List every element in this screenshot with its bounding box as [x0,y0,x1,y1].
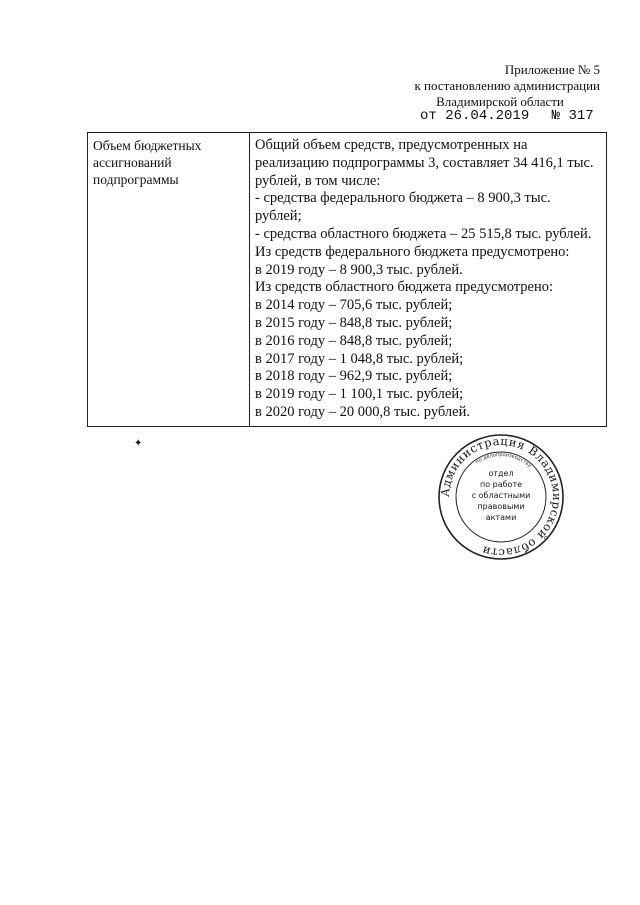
table-value-cell [250,133,607,427]
stamp-center-line: отдел [488,469,514,478]
value-line: в 2018 году – 962,9 тыс. рублей; [255,368,453,385]
budget-table [87,132,607,427]
value-line: реализацию подпрограммы 3, составляет 34 416,1 тыс. [255,154,594,171]
table-label-cell [88,133,250,427]
label-line: ассигнований [93,155,172,170]
value-line: рублей; [255,208,302,225]
appendix-header [400,62,600,110]
value-line: Из средств областного бюджета предусмотрено: [255,279,554,296]
value-line: Из средств федерального бюджета предусмотрено: [255,243,570,260]
value-line: рублей, в том числе: [255,172,381,189]
label-line: Объем бюджетных [93,138,202,153]
stamp-center-line: с областными [471,491,531,500]
value-line: в 2014 году – 705,6 тыс. рублей; [255,297,453,314]
date-prefix: от [420,108,437,124]
stamp-center-line: актами [485,513,517,522]
value-line: - средства федерального бюджета – 8 900,3 тыс. [255,190,551,207]
value-line: в 2016 году – 848,8 тыс. рублей; [255,332,453,349]
appendix-title: Приложение № 5 [504,62,600,77]
stamp-ring-path: Администрация Владимирской области [437,433,565,561]
appendix-subtitle: к постановлению администрации [414,78,600,93]
official-stamp [436,432,566,562]
decree-number: № 317 [551,108,594,124]
label-line: подпрограммы [93,172,179,187]
stamp-inner-ring-path: по делопроизводству [474,451,533,470]
stamp-center-line: по работе [479,480,523,489]
stamp-inner-ring-text [475,452,533,469]
table-row [88,133,607,427]
value-line: в 2019 году – 1 100,1 тыс. рублей; [255,386,464,403]
value-line: в 2017 году – 1 048,8 тыс. рублей; [255,350,464,367]
decree-date: 26.04.2019 [445,108,530,124]
value-line: в 2019 году – 8 900,3 тыс. рублей. [255,261,463,278]
stamp-center-line: правовыми [477,502,525,511]
value-line: в 2020 году – 20 000,8 тыс. рублей. [255,403,470,420]
value-line: Общий объем средств, предусмотренных на [255,137,528,153]
decree-date-line [420,108,594,124]
value-line: в 2015 году – 848,8 тыс. рублей; [255,314,453,331]
value-line: - средства областного бюджета – 25 515,8 тыс. рублей. [255,225,592,242]
scan-speck: ✦ [134,438,143,449]
appendix-region: Владимирской области [436,94,564,109]
